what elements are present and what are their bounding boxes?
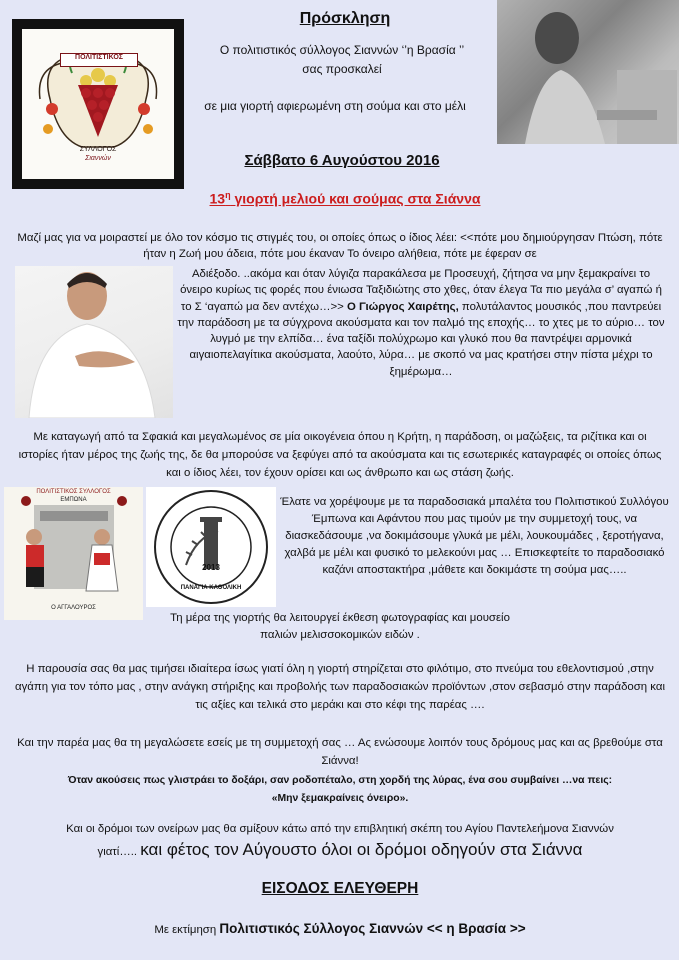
person-portrait-icon [497,0,679,144]
invitation-title: Πρόσκληση [299,10,391,27]
association-logo [12,19,184,189]
singer-portrait-icon [15,266,173,418]
august-prefix: γιατί….. [97,846,141,858]
association-logo-inner [22,29,174,179]
logo-bottom-line1: ΣΥΛΛΟΓΟΣ [79,146,117,153]
festival-title [165,190,525,207]
empona-logo-top-text: ΠΟΛΙΤΙΣΤΙΚΟΣ ΣΥΛΛΟΓΟΣ [36,489,111,495]
afantou-seal-logo [146,487,276,607]
folk-dancers-icon [4,487,143,620]
paragraph-join: Και την παρέα μας θα τη μεγαλώσετε εσείς με τη συμμετοχή σας … Ας ενώσουμε λοιπόν τους δρόμους μας και ας βρεθούμε στα Σιάννα! [17,737,663,767]
signature-line [15,921,665,936]
logo-bottom-text [62,145,134,163]
paragraph-dance: Έλατε να χορέψουμε με τα παραδοσιακά μπαλέτα του Πολιτιστικού Συλλόγου Έμπωνα και Αφάντου που μας τιμούν με την συμμετοχή τους, να διασκεδάσουμε ,να δοκιμάσουμε γλυκά με μέλι, λουκουμάδες , ξεροτήγανα, χαλβά με μέλι και φυσικό το μελεκούνι μας … Επισκεφτείτε το παραδοσιακό καζάνι αποστακτήρα ,μάθετε και δοκιμάστε τη σούμα μας….. [280,496,669,576]
festival-ordinal: η [225,190,231,200]
singer-photo [15,266,173,418]
seal-bottom-text: ΠΑΝΑΓΙΑ ΚΑΘΟΛΙΚΗ [180,585,242,591]
organizer-line: Ο πολιτιστικός σύλλογος Σιαννών ‘’η Βρασία ’’ [219,43,465,57]
logo-bottom-line2: Σιαννών [85,155,111,162]
paragraph-lyra-quote [15,772,665,808]
signature-prefix: Με εκτίμηση [154,924,220,936]
paragraph-dreams: Και οι δρόμοι των ονείρων μας θα σμίξουν κάτω από την επιβλητική σκέπη του Αγίου Παντελεήμονα Σιαννών [66,823,614,835]
musician-description: πολυτάλαντος μουσικός ,που παντρεύει την παράδοση με τα σύγχρονα ακούσματα και τον παλμό της εποχής… το χτες με το αύριο… τον λυγμό με την ελπίδα… ένα ταξίδι πολύχρωμο και γλυκό που θα παντρέψει αρμονικά αιγαιοπελαγίτικα ακούσματα, λαούτο, λύρα… με σκοπό να μας κρατήσει στην πίστα μέχρι το ξημέρωμα… [177,300,665,378]
signature-organizer: Πολιτιστικός Σύλλογος Σιαννών << η Βρασία >> [219,921,526,936]
festival-name: γιορτή μελιού και σούμας στα Σιάννα [230,190,481,207]
empona-logo-name: ΕΜΠΩΝΑ [60,497,87,503]
logo-banner-text: ΠΟΛΙΤΙΣΤΙΚΟΣ [60,53,138,67]
musician-name: Ο Γιώργος Χαιρέτης, [346,300,459,313]
august-slogan: και φέτος τον Αύγουστο όλοι οι δρόμοι οδηγούν στα Σιάννα [140,840,583,859]
paragraph-august [15,838,665,864]
empona-logo-bottom: Ο ΑΓΓΑΛΟΥΡΟΣ [51,605,96,611]
celebration-line: σε μια γιορτή αφιερωμένη στη σούμα και στο μέλι [204,99,466,113]
empona-association-logo [4,487,143,620]
seal-year: 2013 [202,563,220,572]
paragraph-musician [176,266,666,380]
invites-line: σας προσκαλεί [302,62,382,76]
lyra-quote-line: Όταν ακούσεις πως γλιστράει το δοξάρι, σαν ροδοπέταλο, στη χορδή της λύρας, ένα σου συμβαίνει …να πεις: [67,775,613,786]
musician-photo-top [497,0,679,144]
paragraph-intro: Μαζί μας για να μοιραστεί με όλο τον κόσμο τις στιγμές του, οι οποίες όπως ο ίδιος λέει: <<πότε μου δημιούργησαν Πτώση, πότε ήταν η Ζωή μου άδεια, πότε μου έκαναν Το όνειρο αλήθεια, πότε με έφεραν σε [17,232,663,260]
free-entry-heading: ΕΙΣΟΔΟΣ ΕΛΕΥΘΕΡΗ [261,880,419,897]
musician-quote: Αδιέξοδο. ..ακόμα και όταν λύγιζα παρακάλεσα με Προσευχή, ζήτησα να μην ξεμακραίνει το όνειρο κυρίως τις φορές που ένιωσα Ταξιδιώτης στο χθες, όταν έλεγα Τα πιο μεγάλα σ’ αγαπώ ή το Σ ‘αγαπώ μα δεν αντέχω…>> [180,268,662,313]
paragraph-exhibition: Τη μέρα της γιορτής θα λειτουργεί έκθεση φωτογραφίας και μουσείο παλιών μελισσοκομικών ειδών . [170,612,510,641]
paragraph-origin: Με καταγωγή από τα Σφακιά και μεγαλωμένος σε μία οικογένεια όπου η Κρήτη, η παράδοση, οι μαζώξεις, τα ριζίτικα και οι ιστορίες ήταν μέρος της ζωής της, δε θα μπορούσε να ξεφύγει από τα ακούσματα και τις εσωτερικές καταγραφές οι οποίες όπως και ο ίδιος λέει, τον έχουν ορίσει και ως άνθρωπο και ως στάση ζωής. [18,431,662,479]
festival-number: 13 [209,190,226,207]
paragraph-presence: Η παρουσία σας θα μας τιμήσει ιδιαίτερα ίσως γιατί όλη η γιορτή στηρίζεται στο φιλότιμο, στο πνεύμα του εθελοντισμού ,στην αγάπη για τον τόπο μας , στην ανάγκη στήριξης και προβολής των παραδοσιακών προϊόντων ,στον σεβασμό στην παράδοση και τις αξίες και τελικά στο μεράκι και στο κέφι της παρέας …. [15,663,665,711]
lyra-quote-tagline: «Μην ξεμακραίνεις όνειρο». [271,793,409,804]
event-date: Σάββατο 6 Αυγούστου 2016 [244,152,440,169]
